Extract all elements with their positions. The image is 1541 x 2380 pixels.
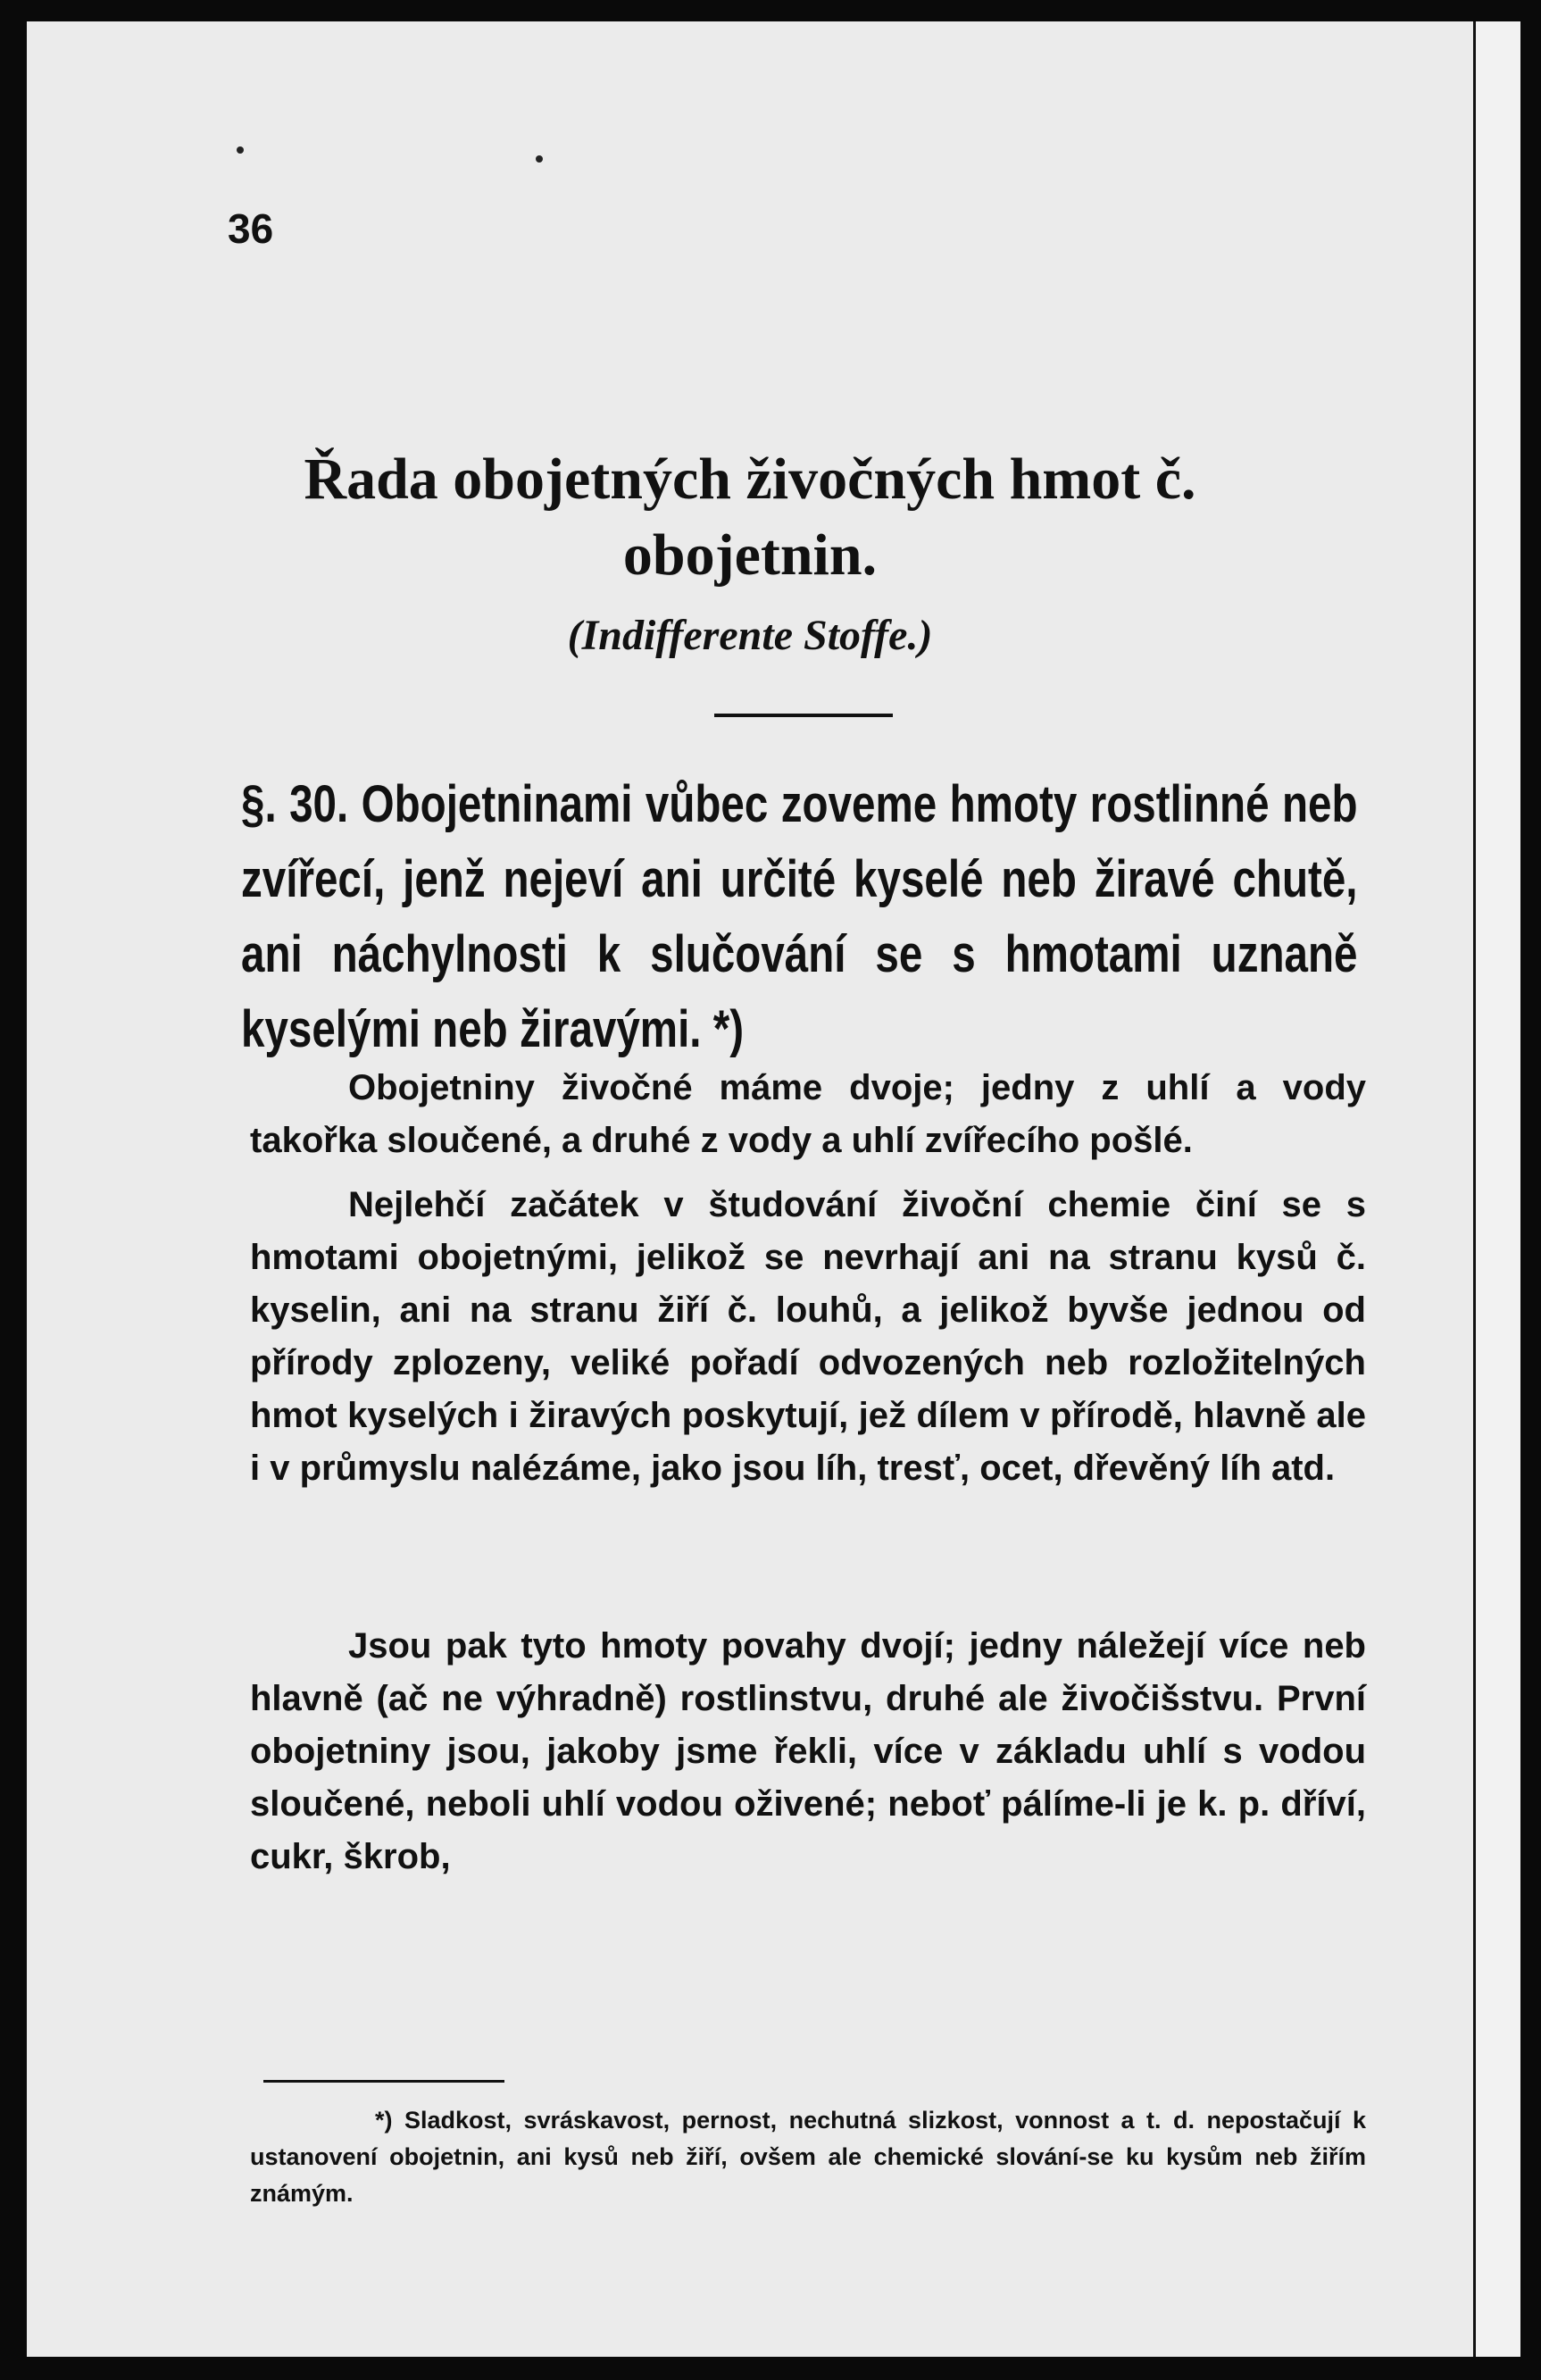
- section-title-line2: obojetnin.: [622, 522, 878, 588]
- footnote-divider: [263, 2080, 504, 2083]
- title-divider: [714, 714, 893, 717]
- paragraph-3-text: Jsou pak tyto hmoty povahy dvojí; jedny náležejí více neb hlavně (ač ne výhradně) rostlinstvu, druhé ale živočišstvu. První obojetniny jsou, jakoby jsme řekli, více v základu uhlí s vodou sloučené, neboli uhlí vodou oživené; neboť pálíme-li je k. p. dříví, cukr, škrob,: [250, 1626, 1366, 1876]
- ink-speck: [536, 155, 543, 163]
- paragraph-1-text: Obojetniny živočné máme dvoje; jedny z uhlí a vody takořka sloučené, a druhé z vody a uhlí zvířecího pošlé.: [250, 1068, 1366, 1160]
- paragraph-1: [250, 1062, 1366, 1167]
- german-subtitle: (Indifferente Stoffe.): [567, 612, 933, 659]
- paragraph-2: [250, 1179, 1366, 1495]
- paragraph-2-text: Nejlehčí začátek v študování živoční chemie činí se s hmotami obojetnými, jelikož se nevrhají ani na stranu kysů č. kyselin, ani na stranu žiří č. louhů, a jelikož byvše jednou od přírody zplozeny, veliké pořadí odvozených neb rozložitelných hmot kyselých i žiravých poskytují, jež dílem v přírodě, hlavně ale i v průmyslu nalézáme, jako jsou líh, tresť, ocet, dřevěný líh atd.: [250, 1185, 1366, 1488]
- lead-paragraph: §. 30. Obojetninami vůbec zoveme hmoty rostlinné neb zvířecí, jenž nejeví ani určité kyselé neb žiravé chutě, ani náchylnosti k slučování se s hmotami uznaně kyselými neb žiravými. *): [241, 775, 1358, 1058]
- page-number: 36: [228, 205, 274, 252]
- paragraph-3: [250, 1620, 1366, 1883]
- book-page: [27, 21, 1473, 2357]
- footnote: [250, 2102, 1366, 2212]
- ink-speck: [237, 146, 244, 154]
- section-title: Řada obojetných živočných hmot č.: [304, 447, 1196, 512]
- footnote-text: *) Sladkost, svráskavost, pernost, nechutná slizkost, vonnost a t. d. nepostačují k ustanovení obojetnin, ani kysů neb žiří, ovšem ale chemické slování-se ku kysům neb žiřím známým.: [250, 2107, 1366, 2207]
- page-edge: [1473, 21, 1520, 2357]
